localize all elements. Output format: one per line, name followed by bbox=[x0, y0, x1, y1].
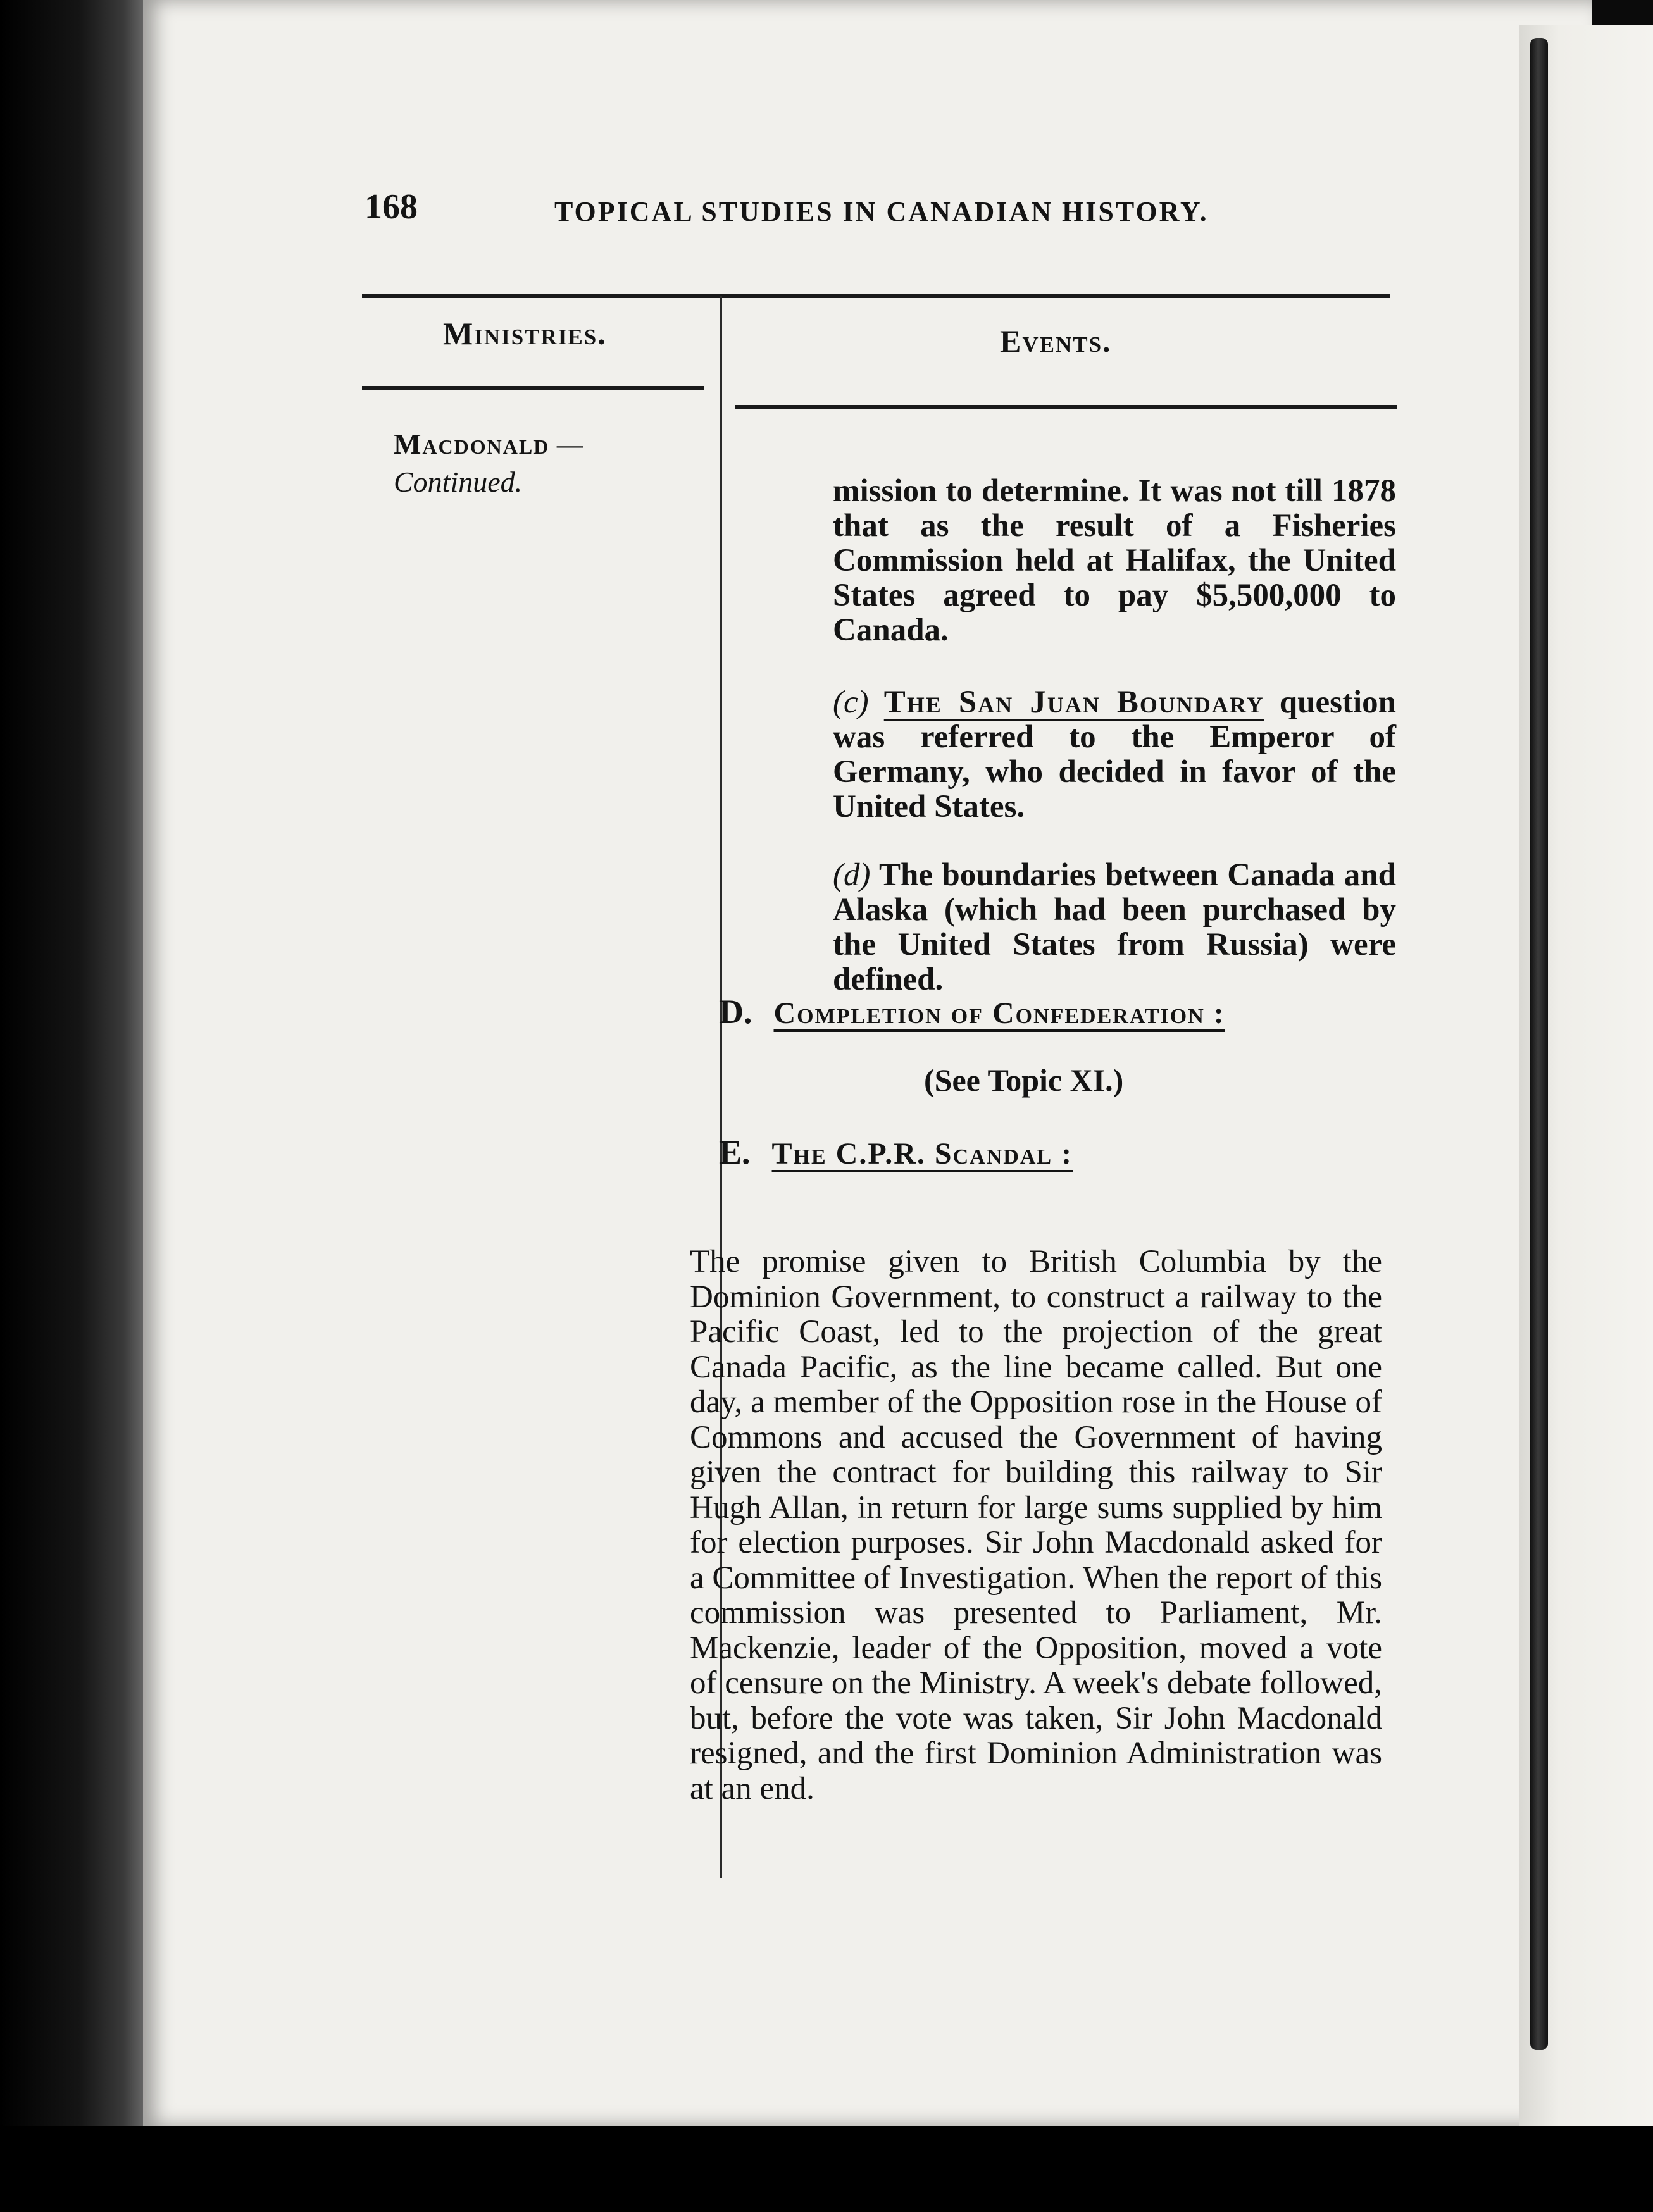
section-e-letter: E. bbox=[719, 1133, 751, 1171]
cpr-scandal-paragraph: The promise given to British Columbia by the Dominion Government, to construct a railway to the Pacific Coast, led to the projection of the great Canada Pacific, as the line became called. But one day, a member of the Opposition rose in the House of Commons and accused the Government of having given the contract for building this railway to Sir Hugh Allan, in return for large sums supplied by him for election purposes. Sir John Macdonald asked for a Committee of Investigation. When the report of this commission was presented to Parliament, Mr. Mackenzie, leader of the Opposition, moved a vote of censure on the Ministry. A week's debate followed, but, before the vote was taken, Sir John Macdonald resigned, and the first Dominion Administration was at an end. bbox=[690, 1244, 1382, 1806]
book-gutter-shadow bbox=[0, 0, 146, 2212]
running-title: TOPICAL STUDIES IN CANADIAN HISTORY. bbox=[554, 196, 1209, 227]
section-d-heading bbox=[719, 992, 1225, 1031]
san-juan-paragraph bbox=[833, 685, 1396, 824]
item-letter-d: (d) bbox=[833, 857, 871, 893]
binding-edge bbox=[1530, 38, 1548, 2050]
see-topic-reference: (See Topic XI.) bbox=[924, 1062, 1124, 1098]
item-letter-c: (c) bbox=[833, 685, 869, 720]
san-juan-heading: The San Juan Boundary bbox=[883, 685, 1264, 720]
confederation-heading: Completion of Confederation : bbox=[773, 997, 1225, 1030]
ministries-heading-rule bbox=[362, 386, 704, 390]
fisheries-paragraph: mission to determine. It was not till 1878 that as the result of a Fisheries Commission held at Halifax, the United States agreed to pay $5,500,000 to Canada. bbox=[833, 473, 1396, 648]
section-e-heading bbox=[719, 1133, 1073, 1172]
cpr-scandal-heading: The C.P.R. Scandal : bbox=[771, 1137, 1073, 1171]
book-page bbox=[143, 0, 1592, 2126]
top-rule bbox=[362, 294, 1390, 298]
events-heading-rule bbox=[735, 405, 1397, 409]
san-juan-text: question was referred to the Emperor of Germany, who decided in favor of the United States. bbox=[833, 685, 1396, 824]
ministry-continued: —Continued. bbox=[394, 428, 583, 498]
page-number: 168 bbox=[365, 187, 418, 227]
ministries-column-heading: Ministries. bbox=[443, 316, 607, 351]
ministry-entry bbox=[394, 425, 710, 501]
events-column-heading: Events. bbox=[1000, 323, 1112, 359]
scan-border bbox=[0, 2126, 1653, 2212]
alaska-text: The boundaries between Canada and Alaska (which had been purchased by the United States from Russia) were defined. bbox=[833, 857, 1396, 997]
alaska-paragraph bbox=[833, 858, 1396, 997]
section-d-letter: D. bbox=[719, 993, 752, 1031]
ministry-name: Macdonald bbox=[394, 428, 550, 460]
running-header bbox=[365, 187, 1225, 237]
